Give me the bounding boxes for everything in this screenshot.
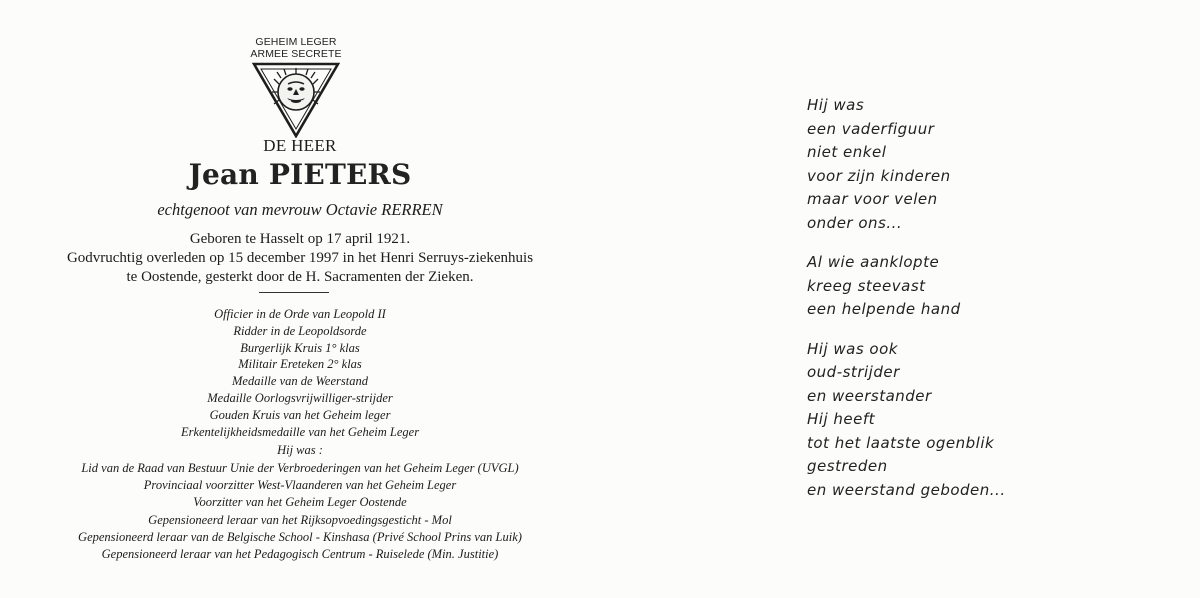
- poem-line: niet enkel: [807, 143, 887, 161]
- poem-line: een vaderfiguur: [807, 119, 935, 138]
- poem-stanza-2: [807, 251, 1006, 322]
- bio-line: Geboren te Hasselt op 17 april 1921.: [189, 231, 411, 247]
- emblem-line-1: GEHEIM LEGER: [255, 36, 337, 48]
- poem-line: Hij was: [807, 96, 865, 114]
- poem-line: en weerstand geboden...: [807, 480, 1006, 499]
- decoration-item: Ridder in de Leopoldsorde: [233, 323, 367, 338]
- decoration-item: Erkentelijkheidsmedaille van het Geheim Leger: [180, 424, 420, 439]
- poem-line: oud-strijder: [807, 363, 900, 381]
- bio-line: Godvruchtig overleden op 15 december 1997 in het Henri Serruys-ziekenhuis: [66, 250, 534, 266]
- secret-army-emblem: [240, 36, 352, 138]
- roles-heading: Hij was :: [277, 443, 323, 457]
- lion-head-triangle-icon: [252, 62, 340, 138]
- decoration-item: Officier in de Orde van Leopold II: [214, 307, 386, 321]
- poem-line: een helpende hand: [807, 300, 961, 318]
- spouse-line: echtgenoot van mevrouw Octavie RERREN: [157, 200, 443, 219]
- bio-line: te Oostende, gesterkt door de H. Sacramenten der Zieken.: [126, 269, 474, 285]
- poem-line: en weerstander: [807, 386, 932, 405]
- poem: [807, 94, 1006, 518]
- career-item: Gepensioneerd leraar van het Pedagogisch Centrum - Ruiselede (Min. Justitie): [101, 546, 499, 561]
- divider-line: [259, 292, 329, 293]
- decoration-item: Gouden Kruis van het Geheim leger: [209, 407, 391, 422]
- career-item: Gepensioneerd leraar van de Belgische School - Kinshasa (Privé School Prins van Luik): [78, 529, 522, 544]
- career-item: Gepensioneerd leraar van het Rijksopvoedingsgesticht - Mol: [148, 513, 452, 527]
- deceased-name: Jean PIETERS: [188, 158, 412, 191]
- decoration-item: Burgerlijk Kruis 1° klas: [240, 340, 360, 355]
- poem-stanza-3: [807, 338, 1006, 503]
- decoration-item: Medaille van de Weerstand: [232, 374, 368, 389]
- emblem-line-2: ARMEE SECRETE: [250, 48, 342, 60]
- decorations-list: [0, 306, 600, 440]
- roles-list: [0, 460, 600, 510]
- poem-line: maar voor velen: [807, 190, 938, 208]
- poem-line: Al wie aanklopte: [807, 253, 940, 271]
- poem-line: kreeg steevast: [807, 276, 926, 295]
- poem-line: onder ons...: [807, 213, 903, 232]
- role-item: Provinciaal voorzitter West-Vlaanderen van het Geheim Leger: [143, 477, 457, 492]
- decoration-item: Medaille Oorlogsvrijwilliger-strijder: [207, 390, 393, 405]
- role-item: Lid van de Raad van Bestuur Unie der Verbroederingen van het Geheim Leger (UVGL): [81, 461, 519, 475]
- poem-line: Hij heeft: [807, 410, 876, 428]
- poem-line: voor zijn kinderen: [807, 166, 951, 185]
- poem-line: tot het laatste ogenblik: [807, 433, 995, 452]
- poem-stanza-1: [807, 94, 1006, 235]
- role-item: Voorzitter van het Geheim Leger Oostende: [193, 494, 407, 509]
- career-list: [0, 512, 600, 562]
- decoration-item: Militair Ereteken 2° klas: [238, 357, 362, 372]
- biography: [0, 230, 600, 287]
- poem-line: Hij was ook: [807, 339, 898, 358]
- poem-line: gestreden: [807, 457, 888, 475]
- honorific-title: DE HEER: [263, 136, 337, 155]
